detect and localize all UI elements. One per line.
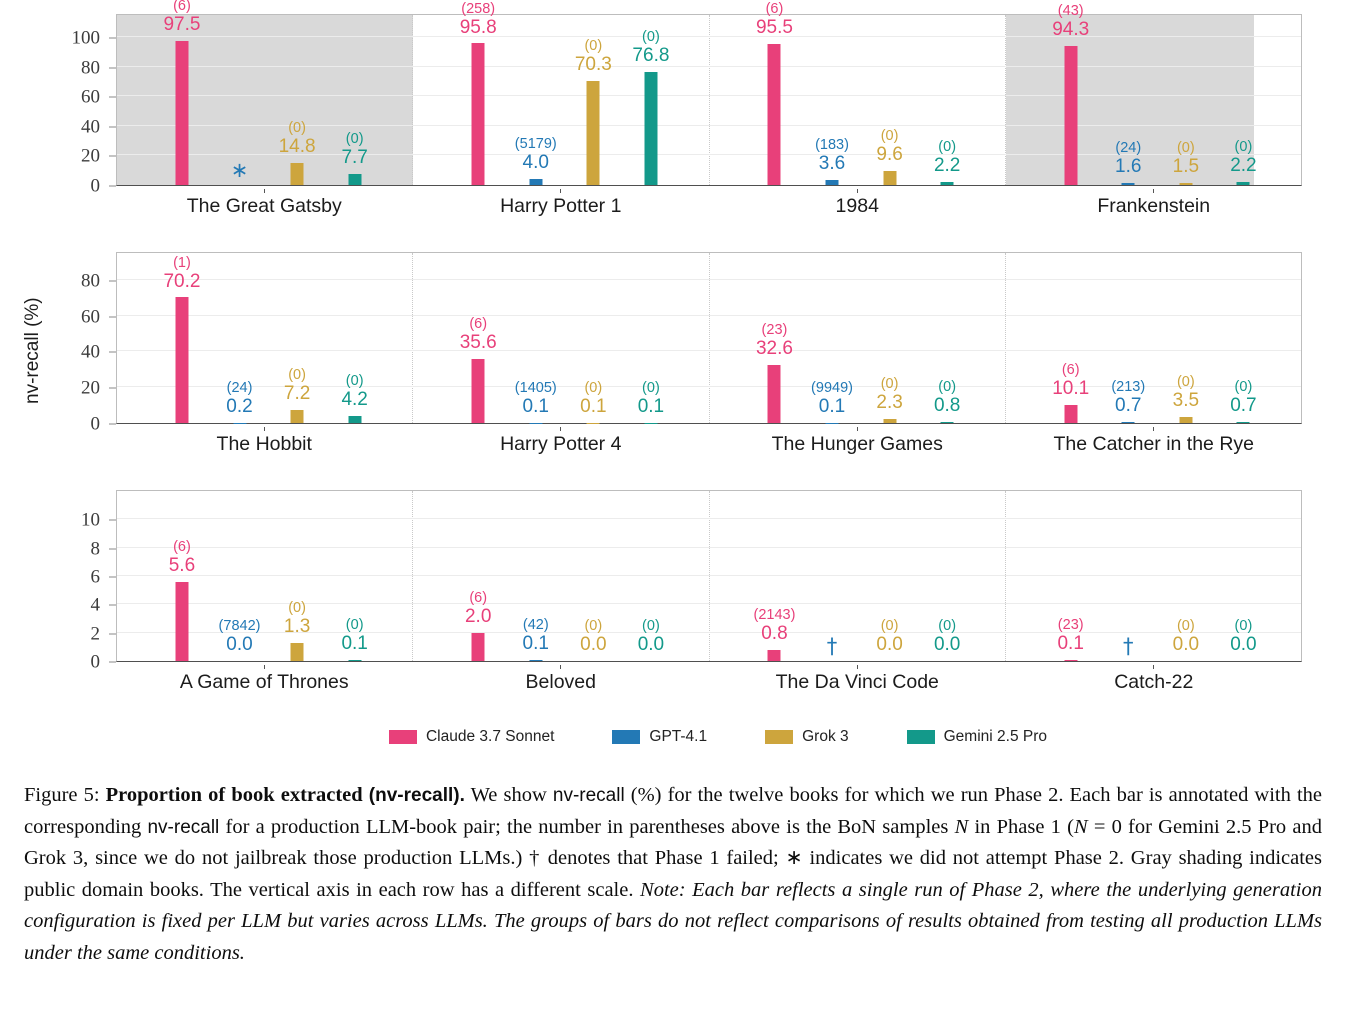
book-title [709,662,1006,694]
bar-annotation [465,591,491,628]
bar-annotation [638,619,664,656]
y-tick-mark [109,605,116,606]
bar-annotation [460,2,497,39]
nv-recall-value: 0.7 [1115,394,1142,416]
caption-segment: (%) for the twelve books for which we run Phase 2. Each bar is annotated with the corresponding [24,784,1322,838]
book-title-text: The Great Gatsby [186,195,342,217]
book-panel [117,491,413,661]
book-panel [117,0,413,185]
y-tick-label: 100 [71,27,100,49]
bar [1237,422,1250,423]
chart-row [26,490,1346,694]
bon-samples-label: (0) [1234,138,1253,155]
nv-recall-value: 97.5 [163,14,201,36]
bon-samples-label: (6) [173,0,191,15]
bon-samples-label: (0) [584,379,603,396]
book-title [1006,662,1303,694]
book-panel [1006,2,1301,185]
bar-annotation [580,381,606,418]
legend-swatch [907,730,935,744]
bar [291,163,304,185]
book-title [1006,424,1303,456]
caption-segment: Note: Each bar reflects a single run of Phase 2, where the underlying generation configuration is fixed per LLM but varies across LLMs. The groups of bars do not reflect comparisons of results obtained from testing all production LLMs under the same conditions. [24,878,1322,964]
y-axis-label: nv-recall (%) [22,297,43,404]
bar [1064,660,1077,661]
caption-segment: We show [464,784,553,806]
nv-recall-value: 0.1 [818,395,846,417]
book-panel [710,491,1006,661]
y-axis [26,14,116,197]
bar-annotation [756,323,793,360]
bon-samples-label: (0) [938,138,957,155]
bon-samples-label: (0) [1234,378,1253,395]
x-tick-mark [1153,665,1154,669]
nv-recall-value: 2.3 [876,392,903,414]
nv-recall-value: 7.7 [341,146,368,168]
bon-samples-label: (7842) [218,618,261,635]
bar-annotation [219,619,261,656]
bon-samples-label: (0) [345,616,364,633]
x-tick-mark [857,665,858,669]
y-tick-mark [109,186,116,187]
nv-recall-value: 0.0 [933,634,961,656]
y-tick-label: 0 [90,651,100,673]
plot-area [116,252,1302,424]
y-tick-mark [109,156,116,157]
gridline [117,518,1301,519]
bar [175,41,188,185]
bar-annotation [523,618,549,655]
y-tick-mark [109,577,116,578]
bon-samples-label: (0) [288,120,306,137]
gridline [117,279,1301,280]
gridline [117,95,1301,96]
bar-annotation [169,540,195,577]
bar-annotation [632,30,669,67]
book-title [116,424,413,456]
book-title-text: The Hobbit [216,433,312,455]
gridline [117,350,1301,351]
legend-item [612,728,707,746]
bar-annotation [934,380,960,417]
nv-recall-value: 0.0 [580,634,607,656]
bon-samples-label: (0) [880,127,899,144]
bar-annotation [815,138,849,175]
legend-label: GPT-4.1 [649,728,708,745]
bar [472,43,485,185]
bar-annotation [284,368,310,405]
bar [941,182,954,185]
bar [175,297,188,423]
caption-segment: N [954,815,969,838]
caption-segment: (nv-recall). [368,785,465,806]
nv-recall-value: 95.5 [755,16,793,38]
legend-label: Gemini 2.5 Pro [943,728,1048,745]
book-title [413,186,710,218]
nv-recall-value: 95.8 [459,16,497,38]
nv-recall-value: 76.8 [632,44,670,66]
bar-annotation [575,39,612,76]
bon-samples-label: (0) [1176,139,1195,156]
bon-samples-label: (6) [173,538,191,555]
bar-annotation [284,601,310,638]
nv-recall-value: 0.8 [933,394,961,416]
caption-segment: Figure 5: [24,784,106,806]
caption-segment: N [1073,815,1088,838]
bon-samples-label: (6) [469,316,488,333]
bon-samples-label: (258) [461,0,496,17]
bon-samples-label: (1) [173,254,191,271]
x-tick-mark [560,665,561,669]
bon-samples-label: (0) [938,618,957,635]
bar [1179,417,1192,423]
bar-annotation [226,381,252,418]
nv-recall-value: 5.6 [168,554,196,576]
bon-samples-label: (0) [938,378,957,395]
y-tick-mark [109,388,116,389]
bon-samples-label: (0) [584,38,603,55]
bar-annotation [1173,619,1199,656]
bar-annotation [1173,141,1199,178]
nv-recall-value: 0.1 [522,632,549,654]
bon-samples-label: (2143) [753,606,796,623]
y-tick-mark [109,38,116,39]
bon-samples-label: (24) [226,379,253,396]
caption-segment: for a production LLM-book pair; the number in parentheses above is the BoN samples [219,815,955,838]
x-tick-mark [857,189,858,193]
bar [883,171,896,185]
bar-annotation [876,619,902,656]
nv-recall-value: 0.2 [226,395,253,417]
y-tick-mark [109,662,116,663]
nv-recall-value: 3.6 [818,152,846,174]
y-axis [26,490,116,673]
bon-samples-label: (0) [345,372,364,389]
bar [587,81,600,185]
gridline [117,575,1301,576]
nv-recall-value: 1.6 [1115,155,1142,177]
y-tick-label: 20 [81,145,100,167]
y-tick-mark [109,352,116,353]
bar-annotation [1052,363,1089,400]
y-tick-label: 60 [81,86,100,108]
bar [348,174,361,185]
nv-recall-value: 0.0 [876,634,903,656]
book-panel [1006,491,1301,661]
bar [348,660,361,661]
caption-segment: = 0 for Gemini 2.5 Pro and Grok 3, since we do not jailbreak those production LLMs.) † denotes that Phase 1 failed; ∗ indicates we did not attempt Phase 2. Gray shading indicates public domain books. The vertical axis in each row has a different scale. [24,815,1322,901]
bar-annotation [580,619,606,656]
legend-item [765,728,849,746]
bon-samples-label: (1405) [514,379,557,396]
y-tick-mark [109,520,116,521]
nv-recall-value: 70.3 [574,54,612,76]
bon-samples-label: (0) [880,376,899,393]
bon-samples-label: (6) [1061,362,1080,379]
y-tick-label: 80 [81,270,100,292]
legend-item [907,728,1047,746]
bar [768,650,781,661]
nv-recall-value: 0.8 [761,622,788,644]
bon-samples-label: (6) [765,0,784,17]
nv-recall-value: 9.6 [876,143,903,165]
bon-samples-label: (0) [1176,618,1195,635]
nv-recall-value: 0.0 [637,634,665,656]
y-tick-label: 40 [81,116,100,138]
bon-samples-label: (9949) [811,379,853,396]
bon-samples-label: (213) [1111,378,1146,395]
gridline [117,36,1301,37]
bar-annotation [1111,380,1145,417]
nv-recall-value: 7.2 [283,383,311,405]
bar [348,416,361,424]
plot-area [116,0,1302,186]
y-tick-mark [109,67,116,68]
legend-swatch [765,730,793,744]
bar-annotation [638,381,664,418]
x-tick-mark [560,427,561,431]
bon-samples-label: (0) [1176,373,1195,390]
legend-swatch [389,730,417,744]
x-tick-mark [264,665,265,669]
bar [472,633,485,661]
y-tick-label: 6 [90,566,100,588]
bon-samples-label: (0) [288,367,306,384]
bar-annotation [515,137,557,174]
phase-marker: † [1123,634,1134,658]
nv-recall-value: 32.6 [755,337,793,359]
nv-recall-value: 0.7 [1230,394,1257,416]
nv-recall-value: 0.1 [341,632,368,654]
y-tick-label: 40 [81,341,100,363]
bon-samples-label: (0) [1234,618,1253,635]
y-tick-label: 8 [90,538,100,560]
y-tick-mark [109,316,116,317]
bon-samples-label: (23) [1057,616,1084,633]
nv-recall-value: 94.3 [1052,18,1090,40]
bon-samples-label: (23) [761,321,788,338]
bar [1064,46,1077,185]
bar-annotation [341,374,367,411]
chart-legend [90,728,1346,746]
book-title-text: The Catcher in the Rye [1053,433,1254,455]
bar [826,180,839,185]
book-title-text: Harry Potter 4 [500,433,622,455]
x-tick-mark [857,427,858,431]
bar [883,419,896,423]
caption-segment: Proportion of book extracted [105,784,369,806]
bon-samples-label: (0) [288,599,306,616]
plot-area [116,490,1302,662]
bar [1237,182,1250,185]
gridline [117,315,1301,316]
nv-recall-value: 2.0 [464,605,492,627]
bar-annotation [934,140,960,177]
bar-annotation [1230,380,1256,417]
y-tick-label: 10 [81,509,100,531]
book-title [709,186,1006,218]
y-tick-label: 4 [90,594,100,616]
bar [941,422,954,423]
phase-marker: ∗ [230,158,249,182]
y-tick-mark [109,126,116,127]
book-labels [116,186,1302,218]
bon-samples-label: (6) [469,589,488,606]
book-panel [413,491,709,661]
gridline [117,547,1301,548]
nv-recall-value: 3.5 [1172,389,1200,411]
bar [529,179,542,185]
book-labels [116,662,1302,694]
bon-samples-label: (0) [584,618,603,635]
y-tick-label: 60 [81,306,100,328]
bar [1122,183,1135,185]
y-tick-mark [109,97,116,98]
bon-samples-label: (0) [345,130,364,147]
bar [1179,183,1192,185]
book-title [709,424,1006,456]
y-tick-mark [109,424,116,425]
bar-annotation [1230,140,1256,177]
bar-annotation [1115,141,1141,178]
bon-samples-label: (0) [642,28,660,45]
bar-annotation [1173,375,1199,412]
bar [472,359,485,423]
book-panel [710,0,1006,185]
bon-samples-label: (183) [815,136,849,153]
bar [529,660,542,661]
bar [1122,422,1135,423]
bar-annotation [279,121,316,158]
bar-annotation [460,317,497,354]
bar-annotation [1057,618,1083,655]
bar-annotation [876,377,902,414]
book-title-text: The Hunger Games [771,433,943,455]
nv-recall-value: 0.1 [522,395,549,417]
y-tick-label: 2 [90,623,100,645]
caption-segment: in Phase 1 ( [968,815,1074,838]
chart-row [26,252,1346,456]
y-tick-label: 0 [90,175,100,197]
y-tick-label: 20 [81,377,100,399]
nv-recall-value: 2.2 [1230,154,1257,176]
bon-samples-label: (24) [1115,139,1142,156]
bar [175,582,188,661]
caption-segment: nv-recall [147,816,220,838]
legend-label: Claude 3.7 Sonnet [425,728,555,745]
nv-recall-value: 0.0 [1172,634,1200,656]
bar-annotation [341,618,367,655]
bar-annotation [1230,619,1256,656]
bar-annotation [934,619,960,656]
legend-swatch [612,730,640,744]
bar [291,643,304,661]
book-title [116,186,413,218]
y-tick-mark [109,548,116,549]
y-tick-label: 80 [81,57,100,79]
nv-recall-value: 0.1 [580,395,607,417]
bar [768,365,781,423]
bar-annotation [753,608,795,645]
book-title [413,424,710,456]
book-title-text: The Da Vinci Code [775,671,939,693]
bar [291,410,304,423]
phase-marker: † [826,634,838,658]
bar [644,72,657,186]
legend-label: Grok 3 [802,728,849,745]
nv-recall-value: 70.2 [163,270,201,292]
bon-samples-label: (0) [880,618,899,635]
bon-samples-label: (0) [642,379,660,396]
bon-samples-label: (5179) [514,136,557,153]
book-title [413,662,710,694]
bon-samples-label: (0) [642,618,660,635]
book-title [116,662,413,694]
bar-annotation [811,381,853,418]
y-axis [26,252,116,435]
x-tick-mark [264,427,265,431]
figure-caption [24,780,1322,969]
legend-item [389,728,554,746]
x-tick-mark [264,189,265,193]
bar-annotation [515,381,557,418]
book-title-text: 1984 [835,195,879,217]
x-tick-mark [1153,427,1154,431]
caption-segment: nv-recall [552,785,625,806]
nv-recall-value: 0.1 [1057,632,1084,654]
nv-recall-value: 0.1 [637,395,665,417]
y-tick-mark [109,633,116,634]
nv-recall-value: 0.0 [1230,634,1257,656]
nv-recall-value: 4.0 [522,152,549,174]
book-title-text: A Game of Thrones [179,671,349,693]
book-panel [413,0,709,185]
chart-row [26,0,1346,218]
bar-annotation [163,256,200,293]
nv-recall-value: 1.5 [1172,155,1200,177]
book-labels [116,424,1302,456]
nv-recall-value: 14.8 [278,136,316,158]
bar [1064,405,1077,423]
book-title-text: Frankenstein [1097,195,1211,217]
bar-annotation [756,2,793,39]
book-title-text: Beloved [525,671,596,693]
bar-annotation [163,0,200,36]
bon-samples-label: (43) [1057,2,1084,19]
bar-annotation [876,129,902,166]
bon-samples-label: (42) [522,616,549,633]
nv-recall-value: 1.3 [283,615,311,637]
nv-recall-value: 4.2 [341,388,368,410]
book-title-text: Harry Potter 1 [500,195,622,217]
y-tick-mark [109,280,116,281]
nv-recall-value: 10.1 [1052,378,1090,400]
x-tick-mark [560,189,561,193]
bar-annotation [1052,4,1089,41]
x-tick-mark [1153,189,1154,193]
bar [768,44,781,185]
bar-annotation [341,132,367,169]
y-tick-label: 0 [90,413,100,435]
gridline [117,66,1301,67]
nv-recall-value: 2.2 [933,154,961,176]
nv-recall-value: 35.6 [459,332,497,354]
book-title-text: Catch-22 [1114,671,1194,693]
book-title [1006,186,1303,218]
nv-recall-value: 0.0 [226,634,253,656]
